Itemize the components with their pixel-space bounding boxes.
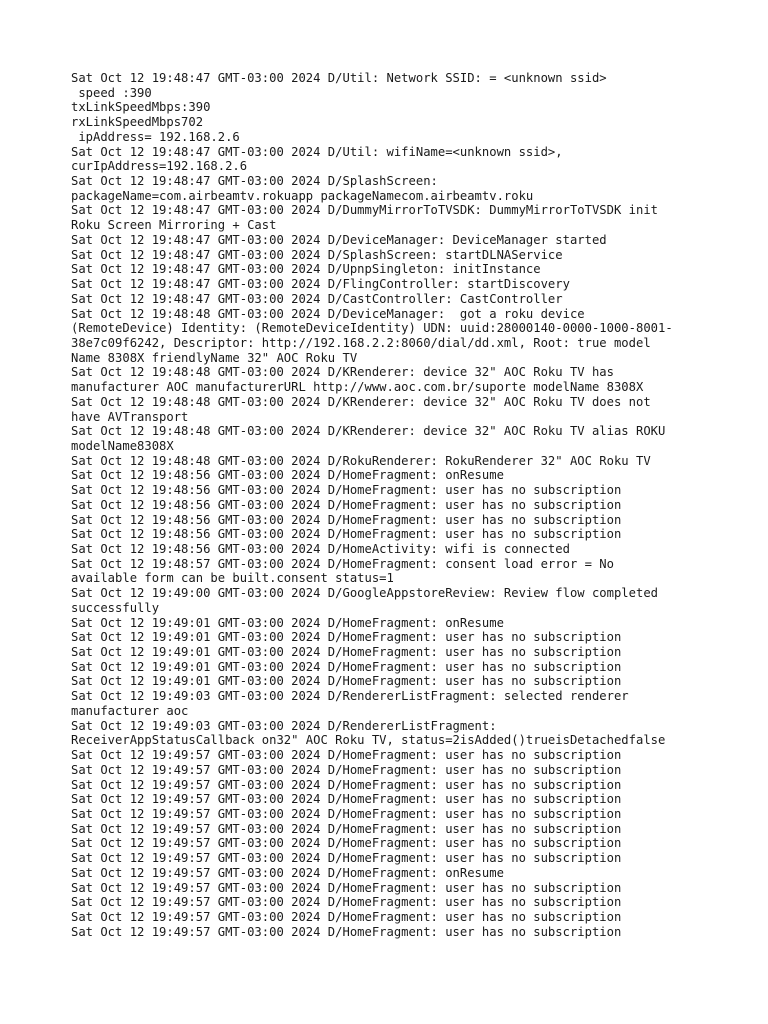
log-line: manufacturer AOC manufacturerURL http://www.aoc.com.br/suporte modelName 8308X <box>71 380 644 395</box>
log-line: successfully <box>71 600 160 615</box>
log-line: Sat Oct 12 19:48:47 GMT-03:00 2024 D/DeviceManager: DeviceManager started <box>71 232 607 247</box>
log-line: Sat Oct 12 19:48:47 GMT-03:00 2024 D/CastController: CastController <box>71 291 563 306</box>
log-line: Sat Oct 12 19:48:48 GMT-03:00 2024 D/KRenderer: device 32" AOC Roku TV alias ROKU <box>71 424 666 439</box>
log-line: Sat Oct 12 19:48:47 GMT-03:00 2024 D/UpnpSingleton: initInstance <box>71 262 541 277</box>
log-line: Roku Screen Mirroring + Cast <box>71 218 277 233</box>
log-line: Sat Oct 12 19:49:57 GMT-03:00 2024 D/HomeFragment: user has no subscription <box>71 836 622 851</box>
log-line: Sat Oct 12 19:48:56 GMT-03:00 2024 D/HomeFragment: user has no subscription <box>71 527 622 542</box>
log-line: Sat Oct 12 19:49:57 GMT-03:00 2024 D/HomeFragment: user has no subscription <box>71 748 622 763</box>
log-line: Sat Oct 12 19:49:57 GMT-03:00 2024 D/HomeFragment: user has no subscription <box>71 762 622 777</box>
log-line: Sat Oct 12 19:48:47 GMT-03:00 2024 D/DummyMirrorToTVSDK: DummyMirrorToTVSDK init <box>71 203 658 218</box>
log-line: packageName=com.airbeamtv.rokuapp packageNamecom.airbeamtv.roku <box>71 188 534 203</box>
log-line: Sat Oct 12 19:48:56 GMT-03:00 2024 D/HomeFragment: user has no subscription <box>71 512 622 527</box>
log-line: Sat Oct 12 19:48:48 GMT-03:00 2024 D/KRenderer: device 32" AOC Roku TV has <box>71 365 614 380</box>
log-line: Sat Oct 12 19:48:47 GMT-03:00 2024 D/Util: wifiName=<unknown ssid>, <box>71 144 563 159</box>
log-line: Sat Oct 12 19:48:48 GMT-03:00 2024 D/RokuRenderer: RokuRenderer 32" AOC Roku TV <box>71 453 651 468</box>
log-line: curIpAddress=192.168.2.6 <box>71 159 248 174</box>
log-line: Sat Oct 12 19:49:01 GMT-03:00 2024 D/HomeFragment: user has no subscription <box>71 630 622 645</box>
log-line: Sat Oct 12 19:49:57 GMT-03:00 2024 D/HomeFragment: user has no subscription <box>71 909 622 924</box>
log-line: Sat Oct 12 19:49:57 GMT-03:00 2024 D/HomeFragment: user has no subscription <box>71 777 622 792</box>
log-line: 38e7c09f6242, Descriptor: http://192.168.2.2:8060/dial/dd.xml, Root: true model <box>71 335 651 350</box>
log-line: ipAddress= 192.168.2.6 <box>71 129 240 144</box>
log-line: Sat Oct 12 19:49:57 GMT-03:00 2024 D/HomeFragment: user has no subscription <box>71 792 622 807</box>
log-line: Sat Oct 12 19:49:57 GMT-03:00 2024 D/HomeFragment: onResume <box>71 865 504 880</box>
log-line: manufacturer aoc <box>71 703 189 718</box>
log-line: Sat Oct 12 19:49:57 GMT-03:00 2024 D/HomeFragment: user has no subscription <box>71 924 622 939</box>
log-line: have AVTransport <box>71 409 189 424</box>
log-line: Sat Oct 12 19:48:47 GMT-03:00 2024 D/FlingController: startDiscovery <box>71 277 570 292</box>
log-line: modelName8308X <box>71 438 174 453</box>
log-line: Sat Oct 12 19:48:56 GMT-03:00 2024 D/HomeActivity: wifi is connected <box>71 542 570 556</box>
log-line: txLinkSpeedMbps:390 <box>71 100 211 115</box>
log-line: Sat Oct 12 19:49:57 GMT-03:00 2024 D/HomeFragment: user has no subscription <box>71 880 622 895</box>
log-line: Sat Oct 12 19:49:57 GMT-03:00 2024 D/HomeFragment: user has no subscription <box>71 851 622 866</box>
log-line: Sat Oct 12 19:48:56 GMT-03:00 2024 D/HomeFragment: user has no subscription <box>71 483 622 498</box>
log-line: Sat Oct 12 19:49:57 GMT-03:00 2024 D/HomeFragment: user has no subscription <box>71 806 622 821</box>
log-document <box>71 71 711 939</box>
log-line: Sat Oct 12 19:48:56 GMT-03:00 2024 D/HomeFragment: user has no subscription <box>71 497 622 512</box>
log-line: Sat Oct 12 19:49:57 GMT-03:00 2024 D/HomeFragment: user has no subscription <box>71 821 622 836</box>
log-line: Sat Oct 12 19:49:57 GMT-03:00 2024 D/HomeFragment: user has no subscription <box>71 895 622 910</box>
log-line: Sat Oct 12 19:48:47 GMT-03:00 2024 D/Util: Network SSID: = <unknown ssid> <box>71 71 607 85</box>
log-line: speed :390 <box>71 85 152 100</box>
log-line: Sat Oct 12 19:49:01 GMT-03:00 2024 D/HomeFragment: user has no subscription <box>71 659 622 674</box>
log-line: rxLinkSpeedMbps702 <box>71 115 204 130</box>
log-line: Sat Oct 12 19:48:57 GMT-03:00 2024 D/HomeFragment: consent load error = No <box>71 556 614 571</box>
log-line: Sat Oct 12 19:49:01 GMT-03:00 2024 D/HomeFragment: onResume <box>71 615 504 630</box>
log-line: (RemoteDevice) Identity: (RemoteDeviceIdentity) UDN: uuid:28000140-0000-1000-8001- <box>71 321 673 336</box>
log-line: Sat Oct 12 19:48:47 GMT-03:00 2024 D/SplashScreen: startDLNAService <box>71 247 563 262</box>
log-line: Name 8308X friendlyName 32" AOC Roku TV <box>71 350 358 365</box>
log-line: Sat Oct 12 19:49:00 GMT-03:00 2024 D/GoogleAppstoreReview: Review flow completed <box>71 586 658 601</box>
log-line: Sat Oct 12 19:49:01 GMT-03:00 2024 D/HomeFragment: user has no subscription <box>71 674 622 689</box>
log-line: ReceiverAppStatusCallback on32" AOC Roku TV, status=2isAdded()trueisDetachedfalse <box>71 733 666 748</box>
log-line: Sat Oct 12 19:48:48 GMT-03:00 2024 D/KRenderer: device 32" AOC Roku TV does not <box>71 394 651 409</box>
log-line: available form can be built.consent status=1 <box>71 571 394 586</box>
log-line: Sat Oct 12 19:49:03 GMT-03:00 2024 D/RendererListFragment: <box>71 718 497 733</box>
log-line: Sat Oct 12 19:48:56 GMT-03:00 2024 D/HomeFragment: onResume <box>71 468 504 483</box>
log-line: Sat Oct 12 19:49:01 GMT-03:00 2024 D/HomeFragment: user has no subscription <box>71 645 622 660</box>
log-line: Sat Oct 12 19:48:48 GMT-03:00 2024 D/DeviceManager: got a roku device <box>71 306 585 321</box>
log-line: Sat Oct 12 19:49:03 GMT-03:00 2024 D/RendererListFragment: selected renderer <box>71 689 629 704</box>
log-line: Sat Oct 12 19:48:47 GMT-03:00 2024 D/SplashScreen: <box>71 174 438 189</box>
